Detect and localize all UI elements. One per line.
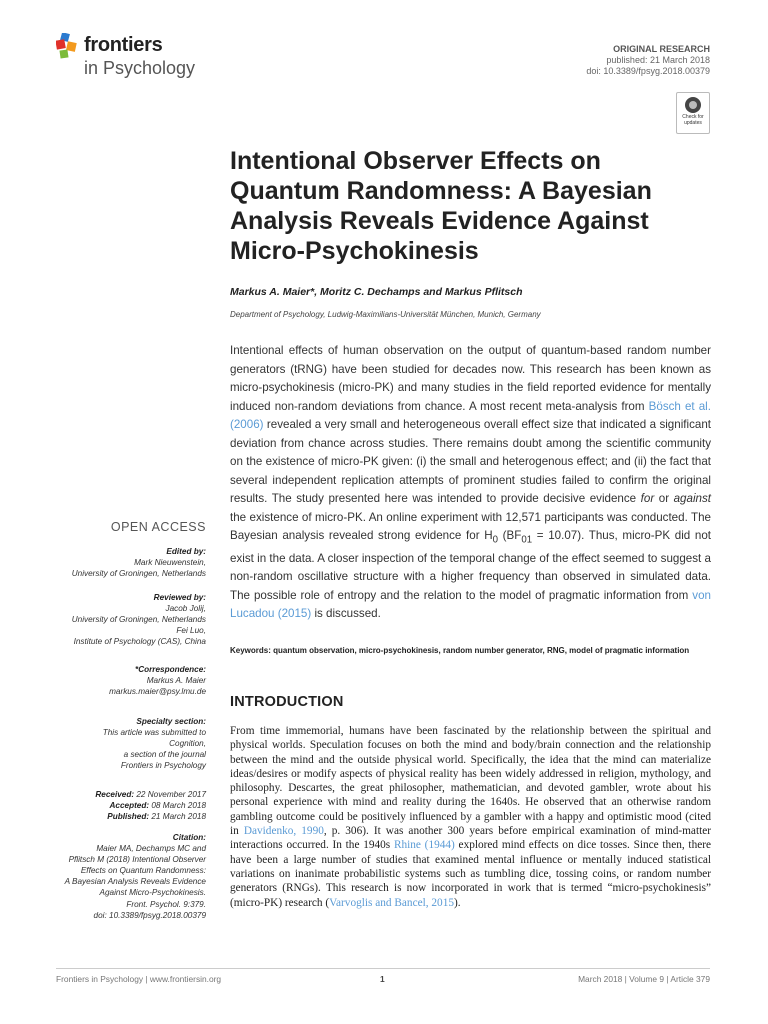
- keywords: Keywords: quantum observation, micro-psychokinesis, random number generator, RNG, model of pragmatic information: [230, 646, 690, 655]
- citation-link[interactable]: Varvoglis and Bancel, 2015: [329, 896, 454, 909]
- citation-link[interactable]: Bösch et al. (2006): [230, 399, 711, 431]
- authors: Markus A. Maier*, Moritz C. Dechamps and Markus Pflitsch: [230, 286, 523, 298]
- updates-icon: [685, 97, 701, 113]
- journal-name-line1: frontiers: [84, 34, 163, 56]
- published-date: published: 21 March 2018: [606, 55, 710, 65]
- footer-journal-link[interactable]: Frontiers in Psychology | www.frontiersin.org: [56, 974, 222, 984]
- citation-link[interactable]: Davidenko, 1990: [243, 825, 324, 838]
- updates-label-2: updates: [684, 120, 702, 126]
- citation-info: Citation: Maier MA, Dechamps MC and Pflitsch M (2018) Intentional Observer Effects on Quantum Randomness: A Bayesian Analysis Reveals Evidence Against Micro-Psychokinesis. Front. Psychol. 9:379. doi: 10.3389/fpsyg.2018.00379: [64, 833, 206, 920]
- affiliation: Department of Psychology, Ludwig-Maximilians-Universität München, Munich, Germany: [230, 310, 541, 319]
- check-for-updates-button[interactable]: [676, 92, 710, 134]
- dates-info: Received: 22 November 2017 Accepted: 08 March 2018 Published: 21 March 2018: [95, 790, 206, 822]
- citation-link[interactable]: von Lucadou (2015): [230, 588, 711, 621]
- reviewer-info: Reviewed by: Jacob Jolij, University of Groningen, Netherlands Fei Luo, Institute of Psychology (CAS), China: [71, 593, 206, 647]
- editor-info: Edited by: Mark Nieuwenstein, University of Groningen, Netherlands: [71, 547, 206, 579]
- citation-doi[interactable]: doi: 10.3389/fpsyg.2018.00379: [93, 910, 206, 920]
- article-meta: [586, 44, 710, 77]
- specialty-section: Specialty section: This article was submitted to Cognition, a section of the journal Frontiers in Psychology: [102, 717, 206, 771]
- journal-name-line2: in Psychology: [84, 58, 196, 78]
- citation-link[interactable]: Rhine (1944): [393, 839, 455, 852]
- correspondence-info: *Correspondence: Markus A. Maier markus.maier@psy.lmu.de: [109, 665, 206, 697]
- footer-issue-info: March 2018 | Volume 9 | Article 379: [578, 974, 710, 984]
- correspondence-email[interactable]: markus.maier@psy.lmu.de: [109, 687, 206, 697]
- page-number: 1: [380, 974, 385, 984]
- footer-divider: [56, 968, 710, 969]
- abstract: Intentional effects of human observation on the output of quantum-based random number generators (tRNG) have been studied for decades now. This research has been known as micro-psychokinesis (micro-PK) and many studies in the field reported evidence for mentally induced non-random deviations from chance. A most recent meta-analysis from Bösch et al. (2006) revealed a very small and heterogeneous overall effect size that indicated a significant deviation from chance across studies. There remains doubt among the scientific community on the existence of micro-PK given: (i) the small and heterogenous effect; and (ii) the fact that several independent replication attempts of prominent studies failed to confirm the original results. The study presented here was intended to provide decisive evidence for or against the existence of micro-PK. An online experiment with 12,571 participants was conducted. The Bayesian analysis revealed strong evidence for $H_0$ $(BF_{01} = 10.07)$. Thus, micro-PK did not exist in the data. A closer inspection of the temporal change of the effect seemed to suggest a non-random oscillative structure with a higher frequency than observed in simulated data. The possible role of entropy and the relation to the model of pragmatic information from von Lucadou (2015) is discussed.: [230, 344, 712, 621]
- section-heading-introduction: INTRODUCTION: [230, 694, 344, 710]
- introduction-body: From time immemorial, humans have been fascinated by the relationship between the spiritual and physical worlds. Speculation focuses on both the mind and body/brain connection and the relationship between the mind and the outside physical world. Specifically, the idea that the mind can materialize ideas/desires or modify aspects of physical reality has been widely addressed in religion, mythology, and philosophy. Descartes, the great philosopher, mathematician, and devoted gambler, wrote about his personal experience with mind and reality during the 1640s. He observed that an otherwise random gambling outcome could be positively influenced by a gambler with a happy and optimistic mood (cited in Davidenko, 1990, p. 306). It was another 300 years before empirical examination of mind-matter interactions occurred. In the 1940s Rhine (1944) explored mind effects on dice tosses. Since then, there have been a large number of studies that examined mental influence or mentally induced statistical variations on inanimate probabilistic systems such as tumbling dice, tossing coins, or random number generators (RNGs). This research is now incorporated in work that is termed “micro-psychokinesis” (micro-PK) research (Varvoglis and Bancel, 2015).: [230, 725, 712, 909]
- journal-logo[interactable]: [56, 33, 256, 83]
- frontiers-logo-icon: [56, 33, 80, 59]
- open-access-label: OPEN ACCESS: [110, 520, 206, 534]
- doi-link[interactable]: doi: 10.3389/fpsyg.2018.00379: [586, 66, 710, 76]
- article-type: ORIGINAL RESEARCH: [613, 44, 710, 54]
- updates-label-1: Check for: [682, 114, 704, 120]
- article-title: Intentional Observer Effects on Quantum Randomness: A Bayesian Analysis Reveals Evidence Against Micro-Psychokinesis: [230, 147, 652, 265]
